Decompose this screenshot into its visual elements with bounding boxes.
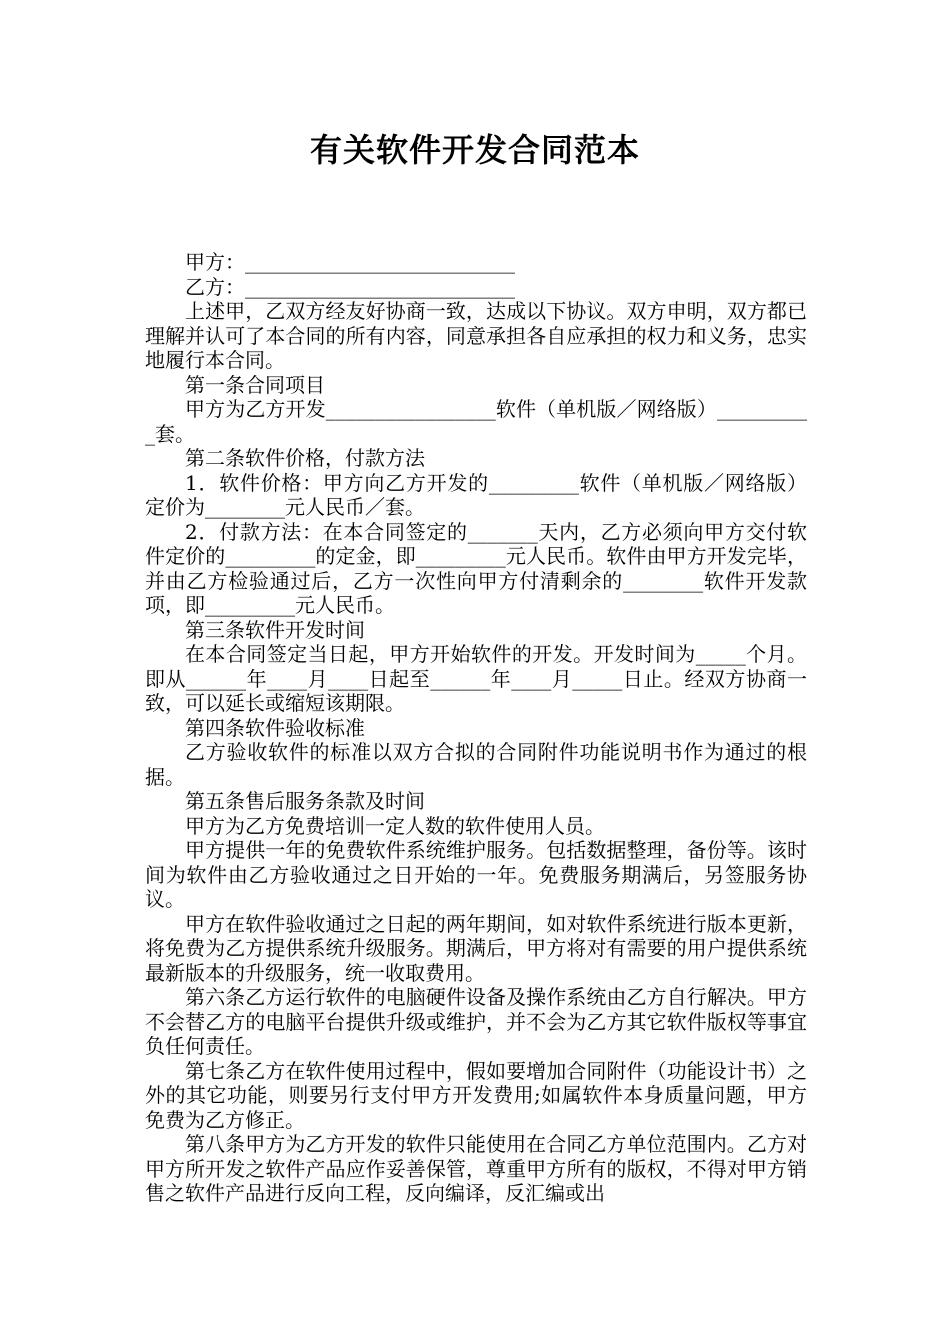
article-1-text: 甲方为乙方开发_________________软件（单机版／网络版）__________套。 (145, 397, 807, 446)
article-7-text: 第七条乙方在软件使用过程中，假如要增加合同附件（功能设计书）之外的其它功能，则要另行支付甲方开发费用;如属软件本身质量问题，甲方免费为乙方修正。 (145, 1058, 807, 1132)
article-2-price-text: 1．软件价格：甲方向乙方开发的_________软件（单机版／网络版）定价为________元人民币／套。 (145, 470, 807, 519)
article-5-upgrade-text: 甲方在软件验收通过之日起的两年期间，如对软件系统进行版本更新，将免费为乙方提供系统升级服务。期满后，甲方将对有需要的用户提供系统最新版本的升级服务，统一收取费用。 (145, 911, 807, 985)
article-2-payment-text: 2．付款方法：在本合同签定的_______天内，乙方必须向甲方交付软件定价的_________的定金，即_________元人民币。软件由甲方开发完毕，并由乙方检验通过后，乙方一次性向甲方付清剩余的________软件开发款项，即_________元人民币。 (145, 519, 807, 617)
article-6-text: 第六条乙方运行软件的电脑硬件设备及操作系统由乙方自行解决。甲方不会替乙方的电脑平台提供升级或维护，并不会为乙方其它软件版权等事宜负任何责任。 (145, 985, 807, 1058)
article-4-heading: 第四条软件验收标准 (185, 715, 365, 740)
document-title: 有关软件开发合同范本 (309, 131, 640, 169)
party-a-line: 甲方：___________________________ (185, 250, 515, 274)
article-1-heading: 第一条合同项目 (185, 372, 325, 397)
article-2-heading: 第二条软件价格，付款方法 (185, 446, 425, 470)
article-5-heading: 第五条售后服务条款及时间 (185, 789, 425, 813)
party-b-line: 乙方：___________________________ (185, 274, 515, 299)
article-4-text: 乙方验收软件的标准以双方合拟的合同附件功能说明书作为通过的根据。 (145, 740, 807, 789)
preamble-paragraph: 上述甲，乙双方经友好协商一致，达成以下协议。双方申明，双方都已理解并认可了本合同的所有内容，同意承担各自应承担的权力和义务，忠实地履行本合同。 (145, 299, 807, 372)
article-5-training-text: 甲方为乙方免费培训一定人数的软件使用人员。 (185, 813, 605, 838)
article-3-text: 在本合同签定当日起，甲方开始软件的开发。开发时间为_____个月。即从______年____月____日起至______年____月_____日止。经双方协商一致，可以延长或缩短该期限。 (145, 642, 807, 715)
article-3-heading: 第三条软件开发时间 (185, 617, 365, 642)
document-body (145, 250, 807, 1206)
article-5-maintenance-text: 甲方提供一年的免费软件系统维护服务。包括数据整理，备份等。该时间为软件由乙方验收通过之日开始的一年。免费服务期满后，另签服务协议。 (145, 838, 807, 911)
article-8-text: 第八条甲方为乙方开发的软件只能使用在合同乙方单位范围内。乙方对甲方所开发之软件产品应作妥善保管，尊重甲方所有的版权，不得对甲方销售之软件产品进行反向工程，反向编译，反汇编或出 (145, 1132, 807, 1205)
